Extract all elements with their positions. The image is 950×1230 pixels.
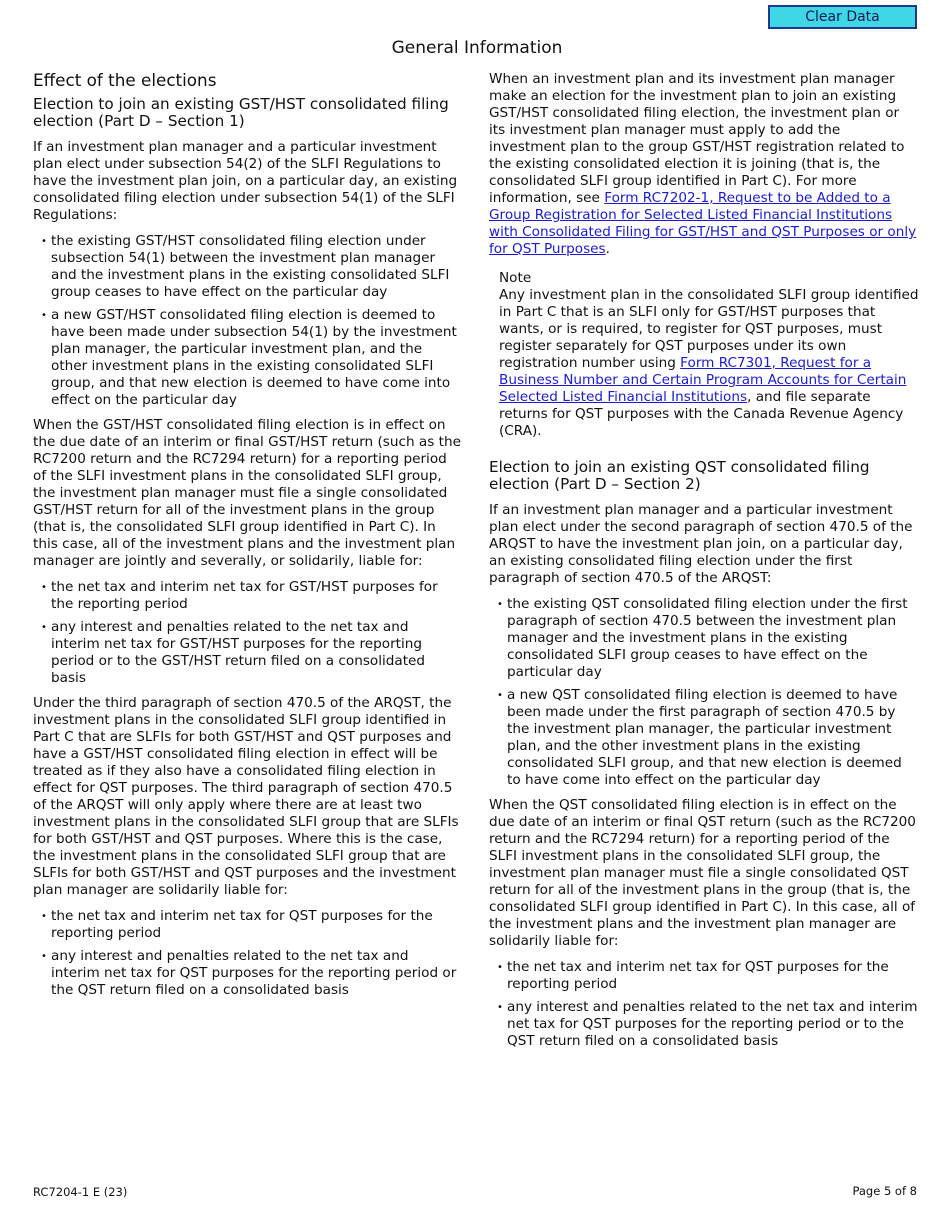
list-item: • the net tax and interim net tax for GST/HST purposes for the reporting period — [33, 579, 461, 613]
list-item: • any interest and penalties related to the net tax and interim net tax for QST purposes for the reporting period or the QST return filed on a consolidated basis — [33, 948, 461, 999]
paragraph-gst-hst-intro: If an investment plan manager and a particular investment plan elect under subsection 54(2) of the SLFI Regulations to have the investment plan join, on a particular day, an existing consolidated filing election under subsection 54(1) of the SLFI Regulations: — [33, 139, 458, 223]
bullet-list-qst-liability — [33, 908, 461, 999]
subheading-qst-election: Election to join an existing QST consolidated filing election (Part D – Section 2) — [489, 458, 870, 493]
bullet-list-qst-liability-right — [489, 959, 919, 1050]
paragraph-gst-hst-in-effect: When the GST/HST consolidated filing election is in effect on the due date of an interim or final GST/HST return (such as the RC7200 return and the RC7294 return) for a reporting period of the SLFI investment plans in the consolidated SLFI group, the investment plan manager must file a single consolidated GST/HST return for all of the investment plans in the group (that is, the consolidated SLFI group identified in Part C). In this case, all of the investment plans and the investment plan manager are jointly and severally, or solidarily, liable for: — [33, 417, 461, 569]
paragraph-qst-intro: If an investment plan manager and a particular investment plan elect under the second paragraph of section 470.5 of the ARQST to have the investment plan join, on a particular day, an existing consolidated filing election under the first paragraph of section 470.5 of the ARQST: — [489, 502, 913, 586]
form-rc7202-1-link[interactable]: Form RC7202-1, Request to be Added to a Group Registration for Selected Listed Financial Institutions with Consolidated Filing for GST/HST and QST Purposes or only for QST Purposes — [489, 190, 917, 257]
note-title: Note — [499, 270, 532, 286]
subheading-gst-hst-election: Election to join an existing GST/HST consolidated filing election (Part D – Section 1) — [33, 95, 449, 130]
note-box — [489, 270, 919, 440]
note-text: Any investment plan in the consolidated SLFI group identified in Part C that is an SLFI only for GST/HST purposes that wants, or is required, to register for QST purposes, must register separately for QST purposes under its own registration number using — [499, 287, 919, 371]
form-rc7301-link[interactable]: Form RC7301, Request for a Business Number and Certain Program Accounts for Certain Selected Listed Financial Institutions — [499, 355, 907, 405]
paragraph-third-paragraph-arqst: Under the third paragraph of section 470.5 of the ARQST, the investment plans in the consolidated SLFI group identified in Part C that are SLFIs for both GST/HST and QST purposes and have a GST/HST consolidated filing election in effect will be treated as if they also have a consolidated filing election in effect for QST purposes. The third paragraph of section 470.5 of the ARQST will only apply where there are at least two investment plans in the consolidated SLFI group that are SLFIs for both GST/HST and QST purposes. Where this is the case, the investment plans in the consolidated SLFI group that are SLFIs for both GST/HST and QST purposes and the investment plan manager are solidarily liable for: — [33, 695, 459, 898]
list-item: • the existing QST consolidated filing election under the first paragraph of section 470.5 between the investment plan manager and the investment plans in the existing consolidated SLFI group ceases to have effect on the particular day — [489, 596, 919, 681]
clear-data-button[interactable]: Clear Data — [768, 5, 917, 29]
paragraph-text: When an investment plan and its investment plan manager make an election for the investment plan to join an existing GST/HST consolidated filing election, the investment plan or its investment plan manager must apply to add the investment plan to the group GST/HST registration related to the existing consolidated election it is joining (that is, the consolidated SLFI group identified in Part C). For more information, see — [489, 71, 905, 206]
page-number: Page 5 of 8 — [852, 1184, 917, 1198]
list-item: • the existing GST/HST consolidated filing election under subsection 54(1) between the investment plan manager and the investment plans in the existing consolidated SLFI group ceases to have effect on the particular day — [33, 233, 461, 301]
form-code: RC7204-1 E (23) — [33, 1185, 128, 1199]
list-item: • the net tax and interim net tax for QST purposes for the reporting period — [489, 959, 919, 993]
paragraph-end: . — [605, 241, 610, 257]
note-body — [499, 287, 919, 440]
bullet-list-qst-effects — [489, 596, 919, 789]
left-column — [33, 70, 461, 1007]
section-heading-effect-of-elections: Effect of the elections — [33, 70, 217, 90]
list-item: • a new GST/HST consolidated filing election is deemed to have been made under subsection 54(1) by the investment plan manager, the particular investment plan, and the other investment plans in the existing consolidated SLFI group, and that new election is deemed to have come into effect on the particular day — [33, 307, 461, 409]
note-end: , and file separate returns for QST purposes with the Canada Revenue Agency (CRA). — [499, 389, 904, 439]
bullet-list-gst-hst-liability — [33, 579, 461, 687]
right-column — [489, 71, 919, 1058]
bullet-list-gst-hst-effects — [33, 233, 461, 409]
paragraph-add-to-group-registration — [489, 71, 919, 258]
list-item: • any interest and penalties related to the net tax and interim net tax for QST purposes for the reporting period or to the QST return filed on a consolidated basis — [489, 999, 919, 1050]
paragraph-qst-in-effect: When the QST consolidated filing election is in effect on the due date of an interim or final QST return (such as the RC7200 return and the RC7294 return) for a reporting period of the SLFI investment plans in the consolidated SLFI group, the investment plan manager must file a single consolidated QST return for all of the investment plans in the group (that is, the consolidated SLFI group identified in Part C). In this case, all of the investment plans and the investment plan manager are solidarily liable for: — [489, 797, 916, 949]
list-item: • any interest and penalties related to the net tax and interim net tax for GST/HST purposes for the reporting period or to the GST/HST return filed on a consolidated basis — [33, 619, 461, 687]
list-item: • the net tax and interim net tax for QST purposes for the reporting period — [33, 908, 461, 942]
page-title: General Information — [391, 38, 563, 58]
list-item: • a new QST consolidated filing election is deemed to have been made under the first paragraph of section 470.5 by the investment plan manager, the particular investment plan, and the other investment plans in the existing consolidated SLFI group, and that new election is deemed to have come into effect on the particular day — [489, 687, 919, 789]
